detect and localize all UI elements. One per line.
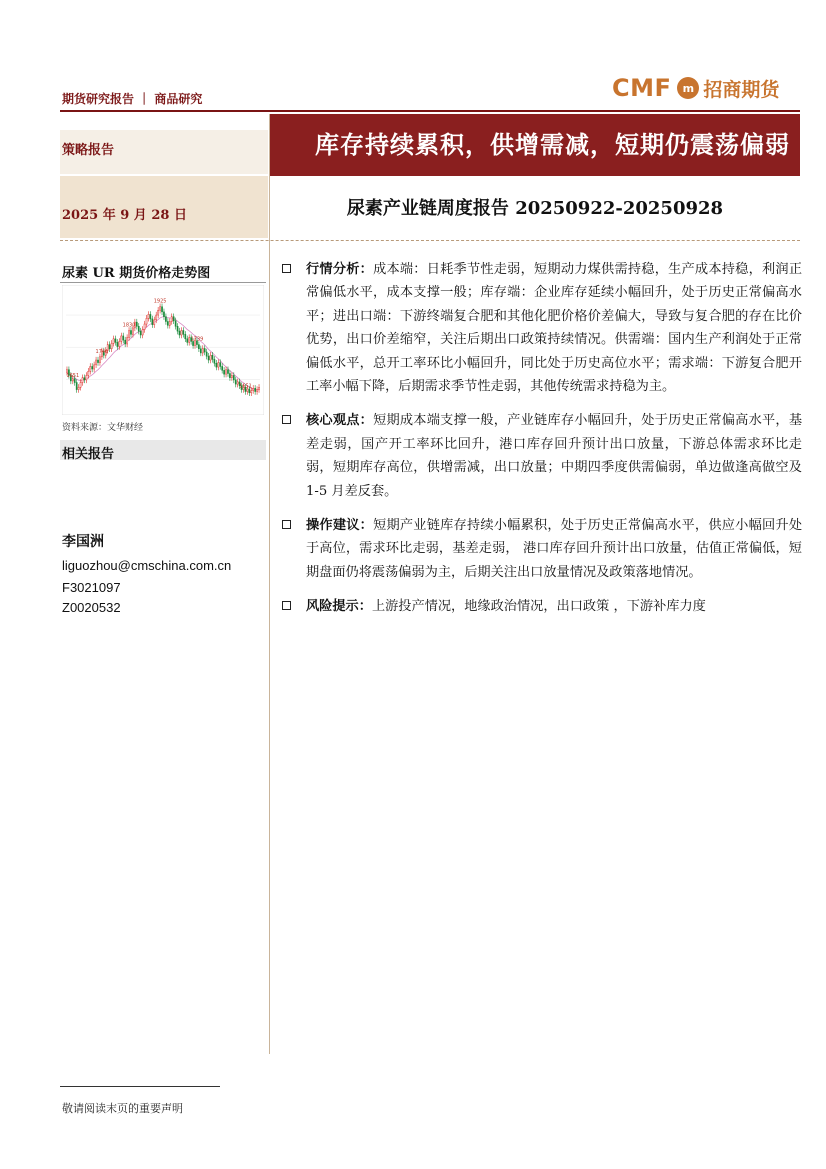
candle-body bbox=[175, 321, 176, 326]
candle-body bbox=[95, 360, 96, 365]
candle-body bbox=[146, 318, 147, 324]
candle-body bbox=[148, 314, 149, 318]
report-date: 2025 年 9 月 28 日 bbox=[62, 208, 187, 223]
price-annotation: 1830 bbox=[122, 322, 136, 329]
candle-body bbox=[90, 366, 91, 371]
candle-body bbox=[187, 339, 188, 343]
checkbox-bullet-icon bbox=[282, 264, 291, 273]
candle-body bbox=[235, 380, 236, 384]
candle-body bbox=[163, 312, 164, 317]
candle-body bbox=[210, 355, 211, 360]
candle-body bbox=[202, 348, 203, 352]
candle-body bbox=[253, 388, 254, 390]
section-label: 核心观点： bbox=[306, 413, 374, 429]
candle-body bbox=[251, 391, 252, 393]
candle-body bbox=[127, 338, 128, 344]
candle-body bbox=[82, 378, 83, 383]
candle-body bbox=[76, 383, 77, 390]
company-logo bbox=[612, 72, 779, 104]
section-risk-warning bbox=[282, 595, 802, 618]
candle-body bbox=[255, 388, 256, 391]
candle-body bbox=[165, 317, 166, 322]
author-email[interactable]: liguozhou@cmschina.com.cn bbox=[62, 558, 232, 573]
license-number-2: Z0020532 bbox=[62, 600, 121, 615]
candle-body bbox=[181, 330, 182, 334]
chart-title-divider bbox=[60, 282, 266, 283]
candle-body bbox=[171, 317, 172, 322]
candle-body bbox=[128, 330, 129, 337]
candle-body bbox=[206, 352, 207, 356]
candle-body bbox=[249, 389, 250, 393]
candle-body bbox=[212, 355, 213, 359]
section-operation-advice bbox=[282, 514, 802, 584]
candle-body bbox=[233, 375, 234, 379]
price-annotation: 1746 bbox=[95, 348, 109, 355]
candle-body bbox=[222, 366, 223, 370]
candle-body bbox=[204, 348, 205, 352]
candle-body bbox=[220, 363, 221, 367]
section-text: 短期成本端支撑一般，产业链库存小幅回升，处于历史正常偏高水平，基差走弱，国产开工率环比回升，港口库存回升预计出口放量，下游总体需求环比走弱，短期库存高位，供增需减，出口放量；中期四季度供需偏弱，单边做逢高做空及 1-5 月差反套。 bbox=[306, 413, 803, 499]
candle-body bbox=[185, 334, 186, 338]
candle-body bbox=[88, 371, 89, 375]
section-core-view bbox=[282, 409, 802, 503]
candle-body bbox=[84, 378, 85, 380]
candle-body bbox=[258, 387, 259, 389]
candle-body bbox=[224, 370, 225, 374]
candle-body bbox=[115, 339, 116, 343]
candle-body bbox=[177, 326, 178, 331]
candle-body bbox=[214, 359, 215, 363]
price-annotation: 1651 bbox=[66, 372, 80, 379]
candle-body bbox=[92, 366, 93, 369]
candle-body bbox=[132, 328, 133, 334]
section-label: 行情分析： bbox=[306, 262, 374, 277]
candle-body bbox=[130, 330, 131, 334]
candle-body bbox=[94, 365, 95, 369]
price-chart bbox=[62, 285, 264, 415]
candle-body bbox=[158, 310, 159, 315]
candle-body bbox=[123, 336, 124, 340]
checkbox-bullet-icon bbox=[282, 415, 291, 424]
section-text: 短期产业链库存持续小幅累积，处于历史正常偏高水平，供应小幅回升处于高位，需求环比走弱，基差走弱， 港口库存回升预计出口放量，估值正常偏低，短期盘面仍将震荡偏弱为主，后期关注出口放量情况及政策落地情况。 bbox=[306, 518, 803, 580]
chart-title: 尿素 UR 期货价格走势图 bbox=[62, 266, 211, 281]
candle-body bbox=[119, 341, 120, 346]
candle-body bbox=[156, 315, 157, 320]
candle-body bbox=[179, 331, 180, 335]
candle-body bbox=[144, 324, 145, 329]
candle-body bbox=[257, 390, 258, 392]
footer-divider bbox=[60, 1086, 220, 1087]
header-divider bbox=[60, 110, 800, 112]
candle-body bbox=[74, 379, 75, 383]
candle-body bbox=[99, 357, 100, 363]
logo-cmf: CMF bbox=[612, 74, 672, 102]
candle-body bbox=[218, 363, 219, 367]
candle-body bbox=[140, 331, 141, 335]
candle-body bbox=[198, 345, 199, 349]
candle-body bbox=[80, 383, 81, 388]
report-type: 策略报告 bbox=[62, 143, 115, 158]
section-text: 上游投产情况，地缘政治情况，出口政策 ，下游补库力度 bbox=[371, 599, 706, 615]
price-annotation: 1925 bbox=[153, 298, 167, 305]
logo-mark-icon: m bbox=[677, 77, 699, 99]
candle-body bbox=[121, 336, 122, 341]
candle-body bbox=[208, 356, 209, 360]
price-annotation: 1651 bbox=[239, 383, 252, 390]
candle-body bbox=[142, 330, 143, 335]
candle-body bbox=[169, 321, 170, 325]
candle-body bbox=[173, 317, 174, 321]
candle-body bbox=[200, 349, 201, 353]
candle-body bbox=[111, 343, 112, 348]
candle-body bbox=[150, 314, 151, 318]
title-divider bbox=[60, 240, 800, 241]
main-title: 库存持续累积，供增需减，短期仍震荡偏弱 bbox=[315, 130, 790, 159]
checkbox-bullet-icon bbox=[282, 520, 291, 529]
footer-disclaimer: 敬请阅读末页的重要声明 bbox=[62, 1102, 183, 1115]
candle-body bbox=[109, 345, 110, 349]
candle-body bbox=[183, 330, 184, 334]
candle-body bbox=[231, 375, 232, 377]
price-annotation: 1739 bbox=[190, 336, 204, 343]
main-content bbox=[282, 258, 802, 630]
candle-body bbox=[72, 379, 73, 381]
candle-body bbox=[161, 307, 162, 312]
checkbox-bullet-icon bbox=[282, 601, 291, 610]
candle-body bbox=[86, 375, 87, 379]
logo-company-name: 招商期货 bbox=[703, 78, 780, 101]
column-divider bbox=[269, 114, 270, 1054]
candle-body bbox=[160, 307, 161, 311]
candle-body bbox=[167, 321, 168, 325]
candle-body bbox=[152, 319, 153, 325]
sub-title: 尿素产业链周度报告 20250922-20250928 bbox=[346, 198, 724, 219]
candle-body bbox=[97, 360, 98, 363]
candle-body bbox=[154, 320, 155, 325]
candle-body bbox=[125, 340, 126, 344]
section-label: 操作建议： bbox=[306, 518, 374, 534]
candle-body bbox=[136, 322, 137, 326]
section-market-analysis bbox=[282, 258, 802, 398]
candle-body bbox=[216, 363, 217, 367]
candle-body bbox=[138, 326, 139, 331]
author-name: 李国洲 bbox=[62, 534, 104, 550]
related-reports-title: 相关报告 bbox=[62, 447, 115, 462]
candle-body bbox=[66, 370, 67, 373]
candle-body bbox=[225, 370, 226, 374]
candle-body bbox=[227, 370, 228, 374]
section-text: 成本端：日耗季节性走弱，短期动力煤供需持稳，生产成本持稳，利润正常偏低水平，成本支撑一般；库存端：企业库存延续小幅回升，处于历史正常偏高水平；进出口端：下游终端复合肥和其他化肥价格价差偏大，导致与复合肥的存在比价优势，出口价差缩窄，关注后期出口政策持续情况。供需端：国内生产利润处于正常偏低水平，总开工率环比小幅回升，同比处于历史高位水平；需求端：下游复合肥开工率小幅下降，后期需求季节性走弱，其他传统需求持稳为主。 bbox=[306, 262, 803, 395]
candle-body bbox=[78, 387, 79, 389]
section-label: 风险提示： bbox=[306, 599, 372, 615]
chart-source: 资料来源：文华财经 bbox=[62, 423, 144, 433]
candle-body bbox=[113, 339, 114, 343]
candle-body bbox=[229, 374, 230, 378]
candle-body bbox=[117, 342, 118, 346]
license-number-1: F3021097 bbox=[62, 580, 121, 595]
header-category: 期货研究报告 ｜ 商品研究 bbox=[62, 92, 203, 106]
